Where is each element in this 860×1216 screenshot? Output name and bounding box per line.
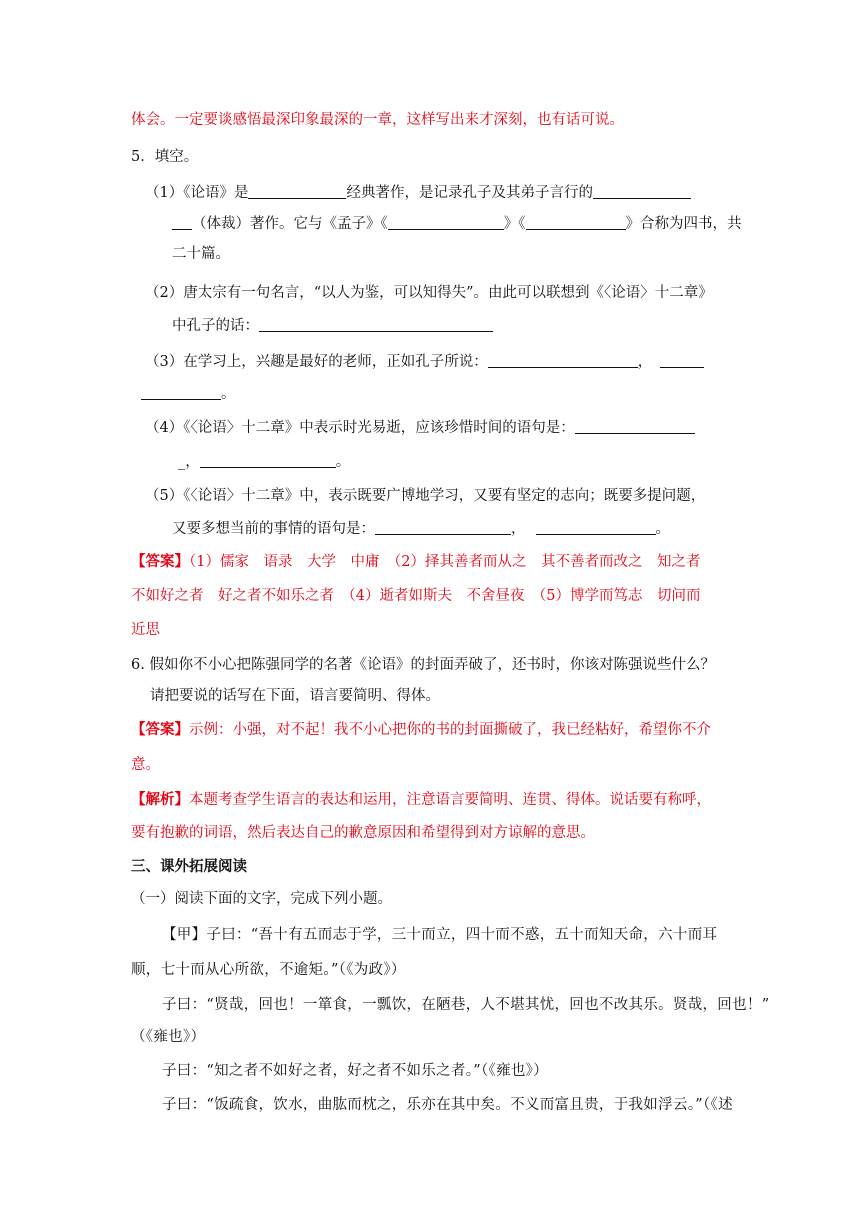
q5-p3-text-a: （3）在学习上，兴趣是最好的老师，正如孔子所说：: [145, 354, 488, 370]
q6-analysis-line2: 要有抱歉的词语，然后表达自己的歉意原因和希望得到对方谅解的意思。: [131, 825, 595, 841]
q6-analysis-text-1: 本题考查学生语言的表达和运用，注意语言要简明、连贯、得体。说话要有称呼，: [189, 792, 711, 808]
blank-field[interactable]: [536, 520, 656, 535]
q5-p4-line1: [145, 418, 695, 438]
blank-field[interactable]: [200, 453, 336, 468]
q5-p1-text-e: 》合称为四书，共: [625, 216, 742, 232]
q5-p3-line1: [145, 352, 704, 372]
q5-p5-line2: [172, 519, 670, 539]
passage-jia-line2: 顺，七十而从心所欲，不逾矩。”（《为政》）: [131, 962, 406, 978]
blank-field[interactable]: [248, 184, 346, 199]
q5-p3-line2: [141, 384, 236, 404]
q5-p2-line1: （2）唐太宗有一句名言，“以人为鉴，可以知得失”。由此可以联想到《〈论语〉十二章》: [145, 285, 713, 301]
q5-p1-text-b: 经典著作，是记录孔子及其弟子言行的: [346, 185, 593, 201]
blank-field[interactable]: [660, 353, 704, 368]
section-heading: 三、课外拓展阅读: [131, 858, 247, 875]
passage-jia-line1: 【甲】子曰：“吾十有五而志于学，三十而立，四十而不惑，五十而知天命，六十而耳: [162, 927, 718, 943]
passage-quote2-line1: 子曰：“贤哉，回也！一箪食，一瓢饮，在陋巷，人不堪其忧，回也不改其乐。贤哉，回也！”: [162, 997, 770, 1013]
passage-quote3: 子曰：“知之者不如好之者，好之者不如乐之者。”（《雍也》）: [162, 1063, 549, 1079]
q5-p4-line2: [178, 452, 350, 472]
blank-field[interactable]: [575, 419, 695, 434]
q5-p1-line2: [172, 214, 742, 234]
q5-p1-line1: [145, 183, 691, 203]
q5-p2-line2: [172, 316, 493, 336]
blank-field[interactable]: [488, 353, 638, 368]
q5-p1-text-c: （体裁）著作。它与《孟子》《: [192, 216, 388, 232]
q5-p2-text-b: 中孔子的话：: [172, 318, 259, 334]
q6-answer-text-1: 示例：小强，对不起！我不小心把你的书的封面撕破了，我已经粘好，希望你不介: [189, 722, 711, 738]
blank-field[interactable]: [526, 215, 626, 230]
q5-p4-text-b: _，: [178, 454, 200, 470]
q6-title: 6. 假如你不小心把陈强同学的名著《论语》的封面弄破了，还书时，你该对陈强说些什么？: [131, 657, 715, 673]
q6-answer-line2: 意。: [131, 757, 160, 773]
q5-answer-text-1: （1）儒家 语录 大学 中庸 （2）择其善者而从之 其不善者而改之 知之者: [189, 554, 701, 570]
q5-p5-line1: （5）《〈论语〉十二章》中，表示既要广博地学习，又要有坚定的志向；既要多提问题，: [145, 488, 706, 504]
intro-answer-text: 体会。一定要谈感悟最深印象最深的一章，这样写出来才深刻，也有话可说。: [131, 112, 624, 128]
q5-p5-comma: ，: [511, 521, 526, 537]
q5-answer-line1: [131, 552, 700, 572]
q6-answer-line1: [131, 720, 711, 740]
passage-quote2-line2: （《雍也》）: [131, 1029, 206, 1045]
q6-instruction: 请把要说的话写在下面，语言要简明、得体。: [150, 688, 440, 704]
q5-p4-text-a: （4）《〈论语〉十二章》中表示时光易逝，应该珍惜时间的语句是：: [145, 420, 575, 436]
q5-p3-end: 。: [221, 386, 236, 402]
q5-p5-text-b: 又要多想当前的事情的语句是：: [172, 521, 375, 537]
blank-field[interactable]: [375, 520, 511, 535]
blank-field[interactable]: [388, 215, 504, 230]
q5-p5-end: 。: [655, 521, 670, 537]
q5-p3-comma: ，: [637, 354, 653, 370]
section-subheading: （一）阅读下面的文字，完成下列小题。: [131, 891, 392, 907]
passage-quote4: 子曰：“饭疏食，饮水，曲肱而枕之，乐亦在其中矣。不义而富且贵，于我如浮云。”（《述: [162, 1097, 733, 1113]
q5-answer-line3: 近思: [131, 622, 160, 638]
q6-analysis-line1: [131, 790, 711, 810]
answer-tag: 【答案】: [131, 553, 189, 570]
blank-field[interactable]: [593, 184, 691, 199]
blank-field[interactable]: [141, 385, 221, 400]
q5-answer-line2: 不如好之者 好之者不如乐之者 （4）逝者如斯夫 不舍昼夜 （5）博学而笃志 切问而: [131, 588, 701, 604]
q5-p1-text-a: （1）《论语》是: [145, 185, 249, 201]
blank-field[interactable]: [172, 215, 192, 230]
q5-p1-line3: 二十篇。: [172, 246, 230, 262]
blank-field[interactable]: [259, 317, 493, 332]
q5-p1-text-d: 》《: [503, 216, 526, 232]
analysis-tag: 【解析】: [131, 791, 189, 808]
q5-p4-end: 。: [335, 454, 351, 470]
q5-title: 5．填空。: [131, 149, 199, 165]
answer-tag: 【答案】: [131, 721, 189, 738]
